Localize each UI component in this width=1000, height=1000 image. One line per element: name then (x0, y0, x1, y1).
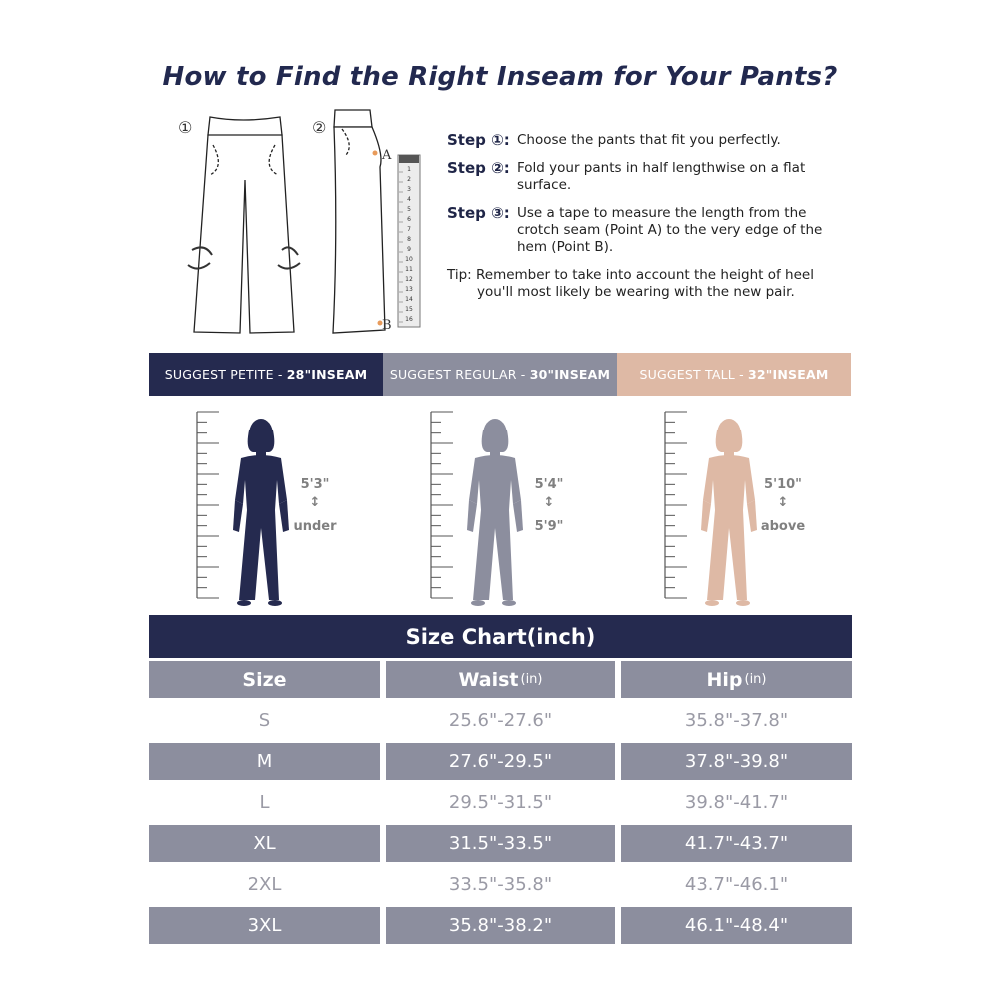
height-ruler (665, 412, 687, 598)
height-top-tall: 5'10" (764, 477, 802, 492)
cell-size: L (149, 784, 380, 821)
step-2-label: Step ②: (447, 159, 510, 177)
cell-size: XL (149, 825, 380, 862)
header-hip-label: Hip (706, 668, 743, 691)
tape-number: 5 (407, 206, 411, 213)
table-row (149, 743, 852, 780)
table-row (149, 825, 852, 862)
header-size-label: Size (242, 668, 287, 691)
size-table (149, 661, 852, 948)
step-1-label: Step ①: (447, 131, 510, 149)
step-2 (447, 160, 847, 194)
height-bottom-regular: 5'9" (534, 519, 564, 534)
step-3-label: Step ③: (447, 204, 510, 222)
band-regular-inseam: 30"INSEAM (529, 367, 611, 382)
header-size (149, 661, 380, 698)
band-tall (617, 353, 851, 396)
cell-waist: 27.6"-29.5" (386, 743, 615, 780)
table-row (149, 702, 852, 739)
cell-waist: 35.8"-38.2" (386, 907, 615, 944)
tape-number: 2 (407, 176, 411, 183)
header-waist-unit: (in) (520, 672, 543, 687)
woman-figure (467, 419, 523, 606)
cell-hip: 43.7"-46.1" (621, 866, 852, 903)
band-petite-inseam: 28"INSEAM (286, 367, 368, 382)
point-a-label: A (382, 148, 392, 163)
tape-number: 14 (405, 296, 413, 303)
height-top-regular: 5'4" (534, 477, 564, 492)
figure-panel-petite (149, 400, 383, 615)
cell-size: 3XL (149, 907, 380, 944)
cell-waist: 31.5"-33.5" (386, 825, 615, 862)
cell-size: M (149, 743, 380, 780)
step-1 (447, 132, 847, 149)
tape-measure-icon (398, 155, 420, 327)
tape-number: 4 (407, 196, 411, 203)
height-ruler (431, 412, 453, 598)
height-bottom-petite: under (293, 519, 337, 534)
woman-figure (701, 419, 757, 606)
cell-hip: 41.7"-43.7" (621, 825, 852, 862)
step-3-text: Use a tape to measure the length from the crotch seam (Point A) to the very edge of the hem (Point B). (517, 205, 823, 255)
tape-number: 10 (405, 256, 413, 263)
pants-front-icon (188, 117, 300, 333)
tip-line-1: Tip: Remember to take into account the height of heel (447, 267, 814, 283)
arrow-vertical-icon: ↕ (309, 495, 321, 510)
tape-number: 15 (405, 306, 413, 313)
band-petite (149, 353, 383, 396)
tape-number: 12 (405, 276, 413, 283)
band-tall-prefix: SUGGEST TALL - (639, 367, 744, 382)
header-hip (621, 661, 852, 698)
circle-1-label: ① (178, 118, 193, 137)
cell-hip: 39.8"-41.7" (621, 784, 852, 821)
cell-waist: 33.5"-35.8" (386, 866, 615, 903)
tape-number: 8 (407, 236, 411, 243)
woman-silhouette-icon (617, 400, 851, 615)
figure-panel-regular (383, 400, 617, 615)
header-waist (386, 661, 615, 698)
figure-panel-tall (617, 400, 851, 615)
step-1-text: Choose the pants that fit you perfectly. (517, 132, 781, 148)
tape-number: 3 (407, 186, 411, 193)
woman-silhouette-icon (149, 400, 383, 615)
pants-diagram (170, 105, 430, 345)
size-chart-title: Size Chart(inch) (149, 615, 852, 658)
step-2-text: Fold your pants in half lengthwise on a flat surface. (517, 160, 806, 193)
tip-line-2: you'll most likely be wearing with the new pair. (477, 284, 795, 300)
tape-number: 16 (405, 316, 413, 323)
cell-hip: 35.8"-37.8" (621, 702, 852, 739)
cell-size: S (149, 702, 380, 739)
header-waist-label: Waist (458, 668, 519, 691)
circle-2-label: ② (312, 118, 327, 137)
pants-folded-icon (333, 110, 385, 333)
band-tall-inseam: 32"INSEAM (748, 367, 829, 382)
height-ruler (197, 412, 219, 598)
tape-number: 13 (405, 286, 413, 293)
height-top-petite: 5'3" (300, 477, 330, 492)
tape-number: 6 (407, 216, 411, 223)
cell-hip: 46.1"-48.4" (621, 907, 852, 944)
table-row (149, 866, 852, 903)
cell-hip: 37.8"-39.8" (621, 743, 852, 780)
cell-waist: 29.5"-31.5" (386, 784, 615, 821)
steps-panel (447, 132, 847, 301)
tape-number: 7 (407, 226, 411, 233)
table-row (149, 907, 852, 944)
point-b-label: B (382, 318, 392, 333)
arrow-vertical-icon: ↕ (777, 495, 789, 510)
tape-number: 11 (405, 266, 413, 273)
cell-waist: 25.6"-27.6" (386, 702, 615, 739)
page-title: How to Find the Right Inseam for Your Pants? (162, 62, 838, 92)
tape-number: 1 (407, 166, 411, 173)
band-regular-prefix: SUGGEST REGULAR - (389, 367, 526, 382)
band-petite-prefix: SUGGEST PETITE - (164, 367, 283, 382)
arrow-vertical-icon: ↕ (543, 495, 555, 510)
table-header-row (149, 661, 852, 698)
woman-figure (233, 419, 289, 606)
tape-number: 9 (407, 246, 411, 253)
band-regular (383, 353, 617, 396)
table-row (149, 784, 852, 821)
cell-size: 2XL (149, 866, 380, 903)
tip (447, 267, 847, 301)
height-bottom-tall: above (760, 519, 806, 534)
step-3 (447, 205, 847, 256)
woman-silhouette-icon (383, 400, 617, 615)
header-hip-unit: (in) (744, 672, 767, 687)
